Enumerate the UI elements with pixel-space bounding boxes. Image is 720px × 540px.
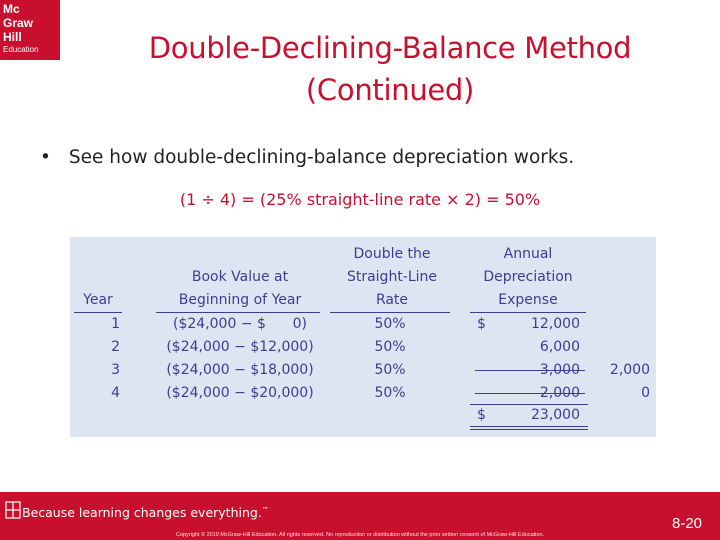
- year-cell: 2: [111, 339, 120, 355]
- header-expense-line-2: Depreciation: [483, 269, 573, 285]
- slide-title-line-2: (Continued): [305, 73, 475, 107]
- header-expense-line-1: Annual: [503, 246, 553, 262]
- header-expense-line-3: Expense: [498, 292, 558, 308]
- header-rate-line-1: Double the: [353, 246, 431, 262]
- depreciation-table: [70, 237, 656, 437]
- header-rate-line-3: Rate: [375, 292, 409, 308]
- logo-line-2: Graw: [3, 16, 34, 30]
- extra-cell: 0: [641, 385, 650, 401]
- expense-cell: 12,000: [531, 316, 580, 332]
- book-value-cell: ($24,000 − $12,000): [166, 339, 314, 355]
- dollar-sign: $: [477, 316, 486, 332]
- logo-line-1: Mc: [3, 2, 20, 16]
- slide-title-line-1: Double-Declining-Balance Method: [148, 31, 632, 65]
- book-value-cell: ($24,000 − $ 0): [173, 316, 307, 332]
- header-rate: [332, 243, 452, 312]
- rate-cell: 50%: [374, 362, 406, 378]
- header-rate-line-2: Straight-Line: [346, 269, 438, 285]
- expense-cell: 3,000: [539, 362, 580, 378]
- expense-cell: 2,000: [539, 385, 580, 401]
- rate-cell: 50%: [374, 339, 406, 355]
- bullet-point: [40, 147, 574, 168]
- strike-rule-3000: [475, 370, 585, 371]
- bullet-text: See how double-declining-balance depreciation works.: [68, 147, 575, 168]
- slide-title: [100, 27, 680, 111]
- book-value-cell: ($24,000 − $20,000): [166, 385, 314, 401]
- total-double-rule-2: [470, 429, 588, 430]
- year-cell: 3: [111, 362, 120, 378]
- mcgraw-hill-logo: [0, 0, 60, 60]
- tagline-text: Because learning changes everything.: [22, 505, 262, 520]
- bullet-marker: •: [40, 147, 51, 168]
- trademark-symbol: ™: [261, 505, 269, 514]
- rate-formula: (1 ÷ 4) = (25% straight-line rate × 2) = 50%: [179, 190, 541, 209]
- slide-number: 8-20: [672, 515, 703, 532]
- brand-mark-icon: [5, 500, 21, 520]
- year-cell: 1: [111, 316, 120, 332]
- total-expense-cell: 23,000: [531, 407, 580, 423]
- book-value-cell: ($24,000 − $18,000): [166, 362, 314, 378]
- rate-cell: 50%: [374, 385, 406, 401]
- year-cell: 4: [111, 385, 120, 401]
- rate-cell: 50%: [374, 316, 406, 332]
- footer-tagline: [22, 505, 269, 520]
- header-expense: [468, 243, 588, 312]
- total-double-rule-1: [470, 426, 588, 427]
- logo-line-4: Education: [3, 45, 39, 54]
- copyright-notice: Copyright © 2019 McGraw-Hill Education. All rights reserved. No reproduction or distribution without the prior written consent of McGraw-Hill Education.: [175, 532, 545, 538]
- header-book-value-line-2: Beginning of Year: [178, 292, 302, 308]
- expense-cell: 6,000: [539, 339, 580, 355]
- header-book-value: [155, 266, 325, 312]
- strike-rule-2000: [475, 393, 585, 394]
- extra-cell: 2,000: [609, 362, 650, 378]
- total-dollar-sign: $: [477, 407, 486, 423]
- header-year: Year: [83, 292, 113, 308]
- header-book-value-line-1: Book Value at: [191, 269, 289, 285]
- logo-line-3: Hill: [3, 30, 22, 44]
